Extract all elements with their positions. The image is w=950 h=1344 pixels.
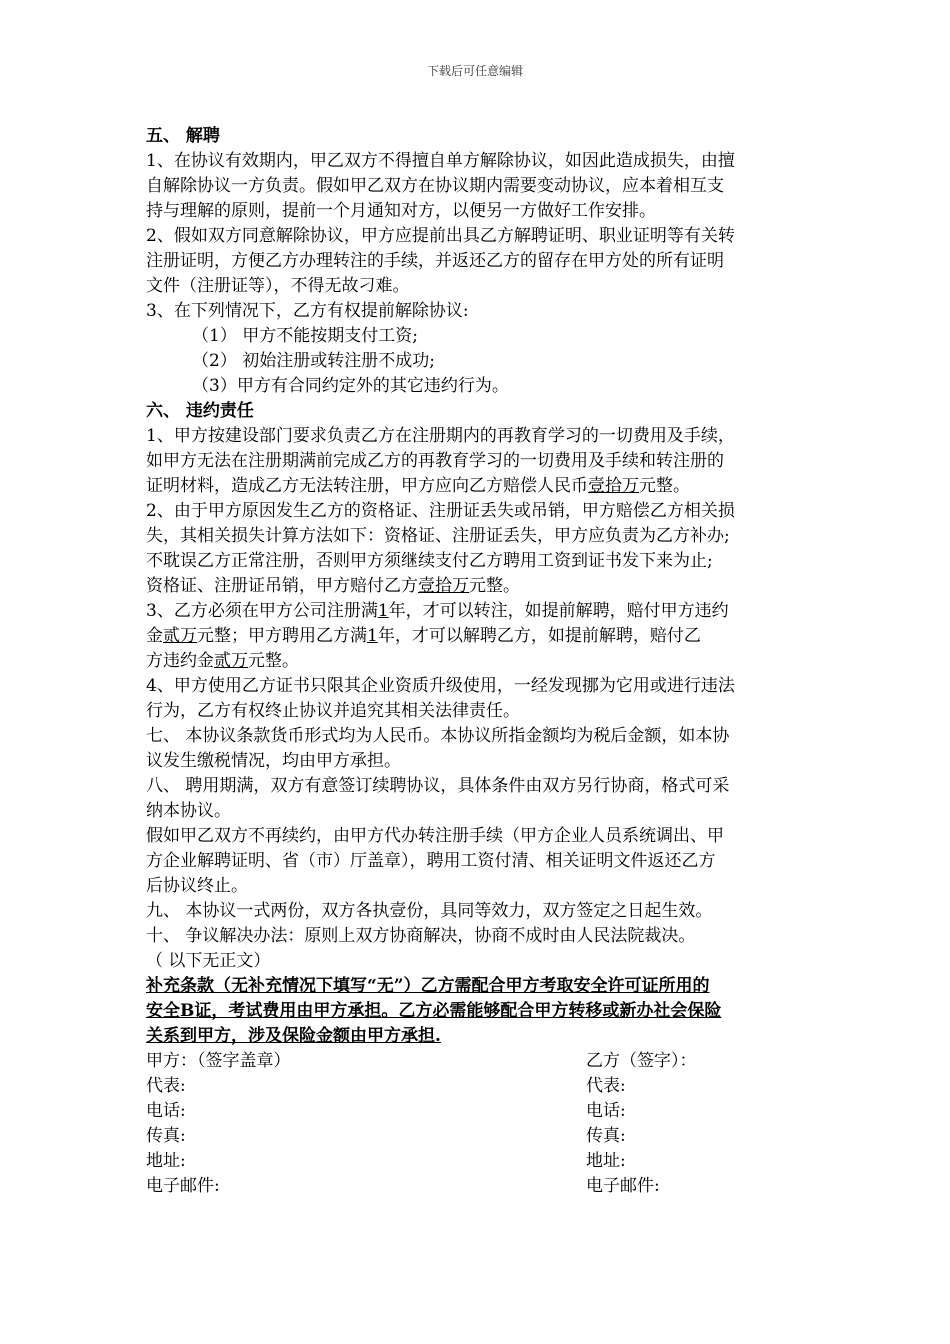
s6-p3-text-b: 年，才可以转注，如提前解聘，赔付甲方违约	[388, 601, 729, 621]
s5-item-3: （3）甲方有合同约定外的其它违约行为。	[192, 376, 509, 396]
s6-p1-text-b: 元整。	[639, 476, 690, 496]
s6-p3-line1	[146, 599, 814, 624]
s6-p2-line4	[146, 574, 814, 599]
s7-line1: 七、 本协议条款货币形式均为人民币。本协议所指金额均为税后金额，如本协	[146, 726, 730, 746]
section-6-title: 六、 违约责任	[146, 401, 254, 421]
s5-p1-line2: 自解除协议一方负责。假如甲乙双方在协议期内需要变动协议，应本着相互支	[146, 176, 724, 196]
s6-p2-text-a: 资格证、注册证吊销，甲方赔付乙方	[146, 576, 418, 596]
s9: 九、 本协议一式两份，双方各执壹份，具同等效力，双方签定之日起生效。	[146, 901, 713, 921]
party-b-label: 乙方（签字）：	[586, 1051, 697, 1071]
s6-p3-years-2: 1	[367, 626, 378, 646]
s5-p2-line3: 文件（注册证等），不得无故刁难。	[146, 276, 410, 296]
party-a-label: 甲方：（签字盖章）	[146, 1051, 291, 1071]
s10: 十、 争议解决办法：原则上双方协商解决，协商不成时由人民法院裁决。	[146, 926, 696, 946]
party-a-fax: 传真:	[146, 1126, 186, 1146]
end-note: （ 以下无正文）	[146, 951, 271, 971]
party-b-address: 地址:	[586, 1151, 626, 1171]
sign-row-representative	[146, 1074, 814, 1099]
document-body	[146, 124, 814, 1199]
s5-item-1: （1） 甲方不能按期支付工资;	[192, 326, 418, 346]
supplement-line2: 安全B证，考试费用由甲方承担。乙方必需能够配合甲方转移或新办社会保险	[146, 1001, 722, 1021]
s6-p1-amount: 壹拾万	[588, 476, 639, 496]
party-b-phone: 电话:	[586, 1101, 626, 1121]
s6-p3-text-c: 金	[146, 626, 163, 646]
s6-p2-line1: 2、由于甲方原因发生乙方的资格证、注册证丢失或吊销，甲方赔偿乙方相关损	[146, 501, 735, 521]
s6-p2-line3: 不耽误乙方正常注册，否则甲方须继续支付乙方聘用工资到证书发下来为止;	[146, 551, 713, 571]
party-b-email: 电子邮件:	[586, 1176, 660, 1196]
s6-p3-line2	[146, 624, 814, 649]
sign-row-party	[146, 1049, 814, 1074]
s6-p4-line2: 行为，乙方有权终止协议并追究其相关法律责任。	[146, 701, 520, 721]
s5-p2-line1: 2、假如双方同意解除协议，甲方应提前出具乙方解聘证明、职业证明等有关转	[146, 226, 735, 246]
supplement-line3: 关系到甲方，涉及保险金额由甲方承担.	[146, 1026, 441, 1046]
s6-p3-text-f: 方违约金	[146, 651, 214, 671]
s6-p1-line3	[146, 474, 814, 499]
sign-row-fax	[146, 1124, 814, 1149]
s6-p2-line2: 失，其相关损失计算方法如下：资格证、注册证丢失，甲方应负责为乙方补办;	[146, 526, 730, 546]
s5-p1-line3: 持与理解的原则，提前一个月通知对方，以便另一方做好工作安排。	[146, 201, 656, 221]
s6-p3-text-g: 元整。	[248, 651, 299, 671]
s8-line4: 方企业解聘证明、省（市）厅盖章），聘用工资付清、相关证明文件返还乙方	[146, 851, 716, 871]
s6-p4-line1: 4、甲方使用乙方证书只限其企业资质升级使用，一经发现挪为它用或进行违法	[146, 676, 735, 696]
sign-row-email	[146, 1174, 814, 1199]
s8-line2: 纳本协议。	[146, 801, 231, 821]
s5-p2-line2: 注册证明，方便乙方办理转注的手续，并返还乙方的留存在甲方处的所有证明	[146, 251, 724, 271]
s8-line5: 后协议终止。	[146, 876, 248, 896]
party-a-representative: 代表:	[146, 1076, 186, 1096]
s6-p3-text-e: 年，才可以解聘乙方，如提前解聘，赔付乙	[377, 626, 701, 646]
party-b-fax: 传真:	[586, 1126, 626, 1146]
supplement-line1: 补充条款（无补充情况下填写“无”）乙方需配合甲方考取安全许可证所用的	[146, 976, 710, 996]
s7-line2: 议发生缴税情况，均由甲方承担。	[146, 751, 401, 771]
sign-row-phone	[146, 1099, 814, 1124]
party-a-address: 地址:	[146, 1151, 186, 1171]
s6-p3-amount-2: 贰万	[214, 651, 248, 671]
s5-item-2: （2） 初始注册或转注册不成功;	[192, 351, 435, 371]
section-5-title: 五、 解聘	[146, 126, 220, 146]
s6-p1-line2: 如甲方无法在注册期满前完成乙方的再教育学习的一切费用及手续和转注册的	[146, 451, 724, 471]
s6-p3-line3	[146, 649, 814, 674]
sign-row-address	[146, 1149, 814, 1174]
s6-p1-line1: 1、甲方按建设部门要求负责乙方在注册期内的再教育学习的一切费用及手续，	[146, 426, 735, 446]
s6-p3-text-a: 3、乙方必须在甲方公司注册满	[146, 601, 378, 621]
party-b-representative: 代表:	[586, 1076, 626, 1096]
s5-p1-line1: 1、在协议有效期内，甲乙双方不得擅自单方解除协议，如因此造成损失，由擅	[146, 151, 735, 171]
page-header: 下载后可任意编辑	[426, 64, 523, 78]
s8-line1: 八、 聘用期满，双方有意签订续聘协议，具体条件由双方另行协商，格式可采	[146, 776, 730, 796]
s6-p1-text-a: 证明材料，造成乙方无法转注册，甲方应向乙方赔偿人民币	[146, 476, 588, 496]
s6-p2-text-b: 元整。	[469, 576, 520, 596]
s8-line3: 假如甲乙双方不再续约，由甲方代办转注册手续（甲方企业人员系统调出、甲	[146, 826, 724, 846]
party-a-phone: 电话:	[146, 1101, 186, 1121]
s6-p3-years-1: 1	[377, 601, 389, 621]
s5-p3: 3、在下列情况下，乙方有权提前解除协议:	[146, 301, 469, 321]
s6-p3-text-d: 元整；甲方聘用乙方满	[197, 626, 367, 646]
s6-p2-amount: 壹拾万	[418, 576, 469, 596]
party-a-email: 电子邮件:	[146, 1176, 220, 1196]
s6-p3-amount-1: 贰万	[163, 626, 197, 646]
